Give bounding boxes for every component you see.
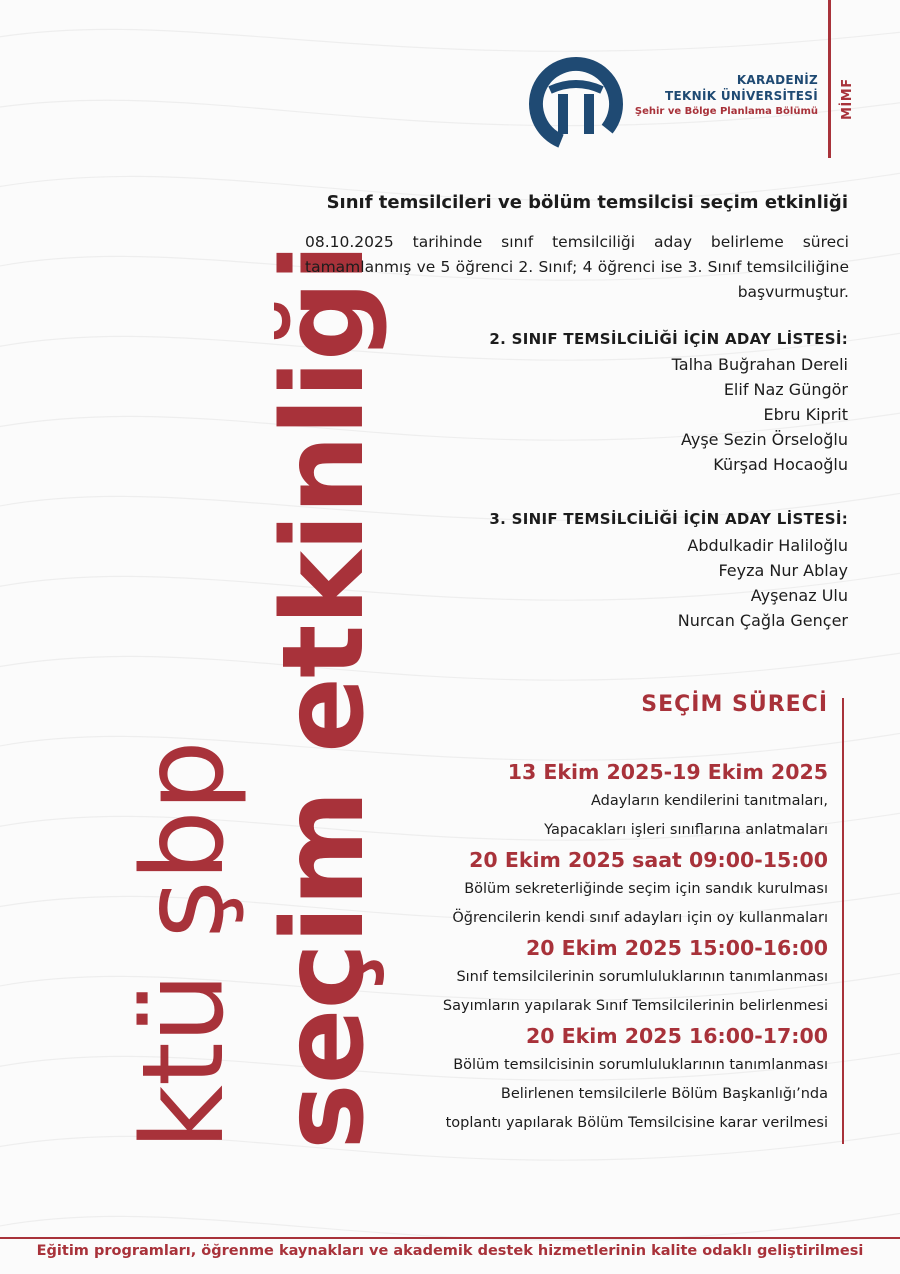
university-logo-icon [528,56,624,152]
event-intro: 08.10.2025 tarihinde sınıf temsilciliği aday belirleme süreci tamamlanmış ve 5 öğrenci 2. Sınıf; 4 öğrenci ise 3. Sınıf temsilciliğine başvurmuştur. [305,233,849,301]
process-timeline [308,757,828,1138]
list-item: Kürşad Hocaoğlu [713,455,848,474]
step-date: 20 Ekim 2025 saat 09:00-15:00 [469,848,828,872]
step-description: Bölüm temsilcisinin sorumluluklarının tanımlanması [453,1057,828,1073]
university-name-line1: KARADENİZ [736,73,818,87]
list-item: Talha Buğrahan Dereli [671,355,848,374]
faculty-tag: MİMF [840,78,855,120]
header-accent-rule [828,0,831,158]
step-description: Sayımların yapılarak Sınıf Temsilcilerinin belirlenmesi [442,998,828,1014]
university-name-line2: TEKNİK ÜNİVERSİTESİ [665,89,818,103]
step-description: Bölüm sekreterliğinde seçim için sandık kurulması [464,881,828,897]
step-date: 20 Ekim 2025 15:00-16:00 [525,936,828,960]
step-date: 13 Ekim 2025-19 Ekim 2025 [507,760,828,784]
step-description: Öğrencilerin kendi sınıf adayları için oy kullanmaları [452,910,828,926]
step-description: Adayların kendilerini tanıtmaları, [590,793,828,809]
list-item: Nurcan Çağla Gençer [677,611,848,630]
candidate-list-heading-2: 2. SINIF TEMSİLCİLİĞİ İÇİN ADAY LİSTESİ: [489,330,848,348]
step-description: Sınıf temsilcilerinin sorumluluklarının tanımlanması [456,969,828,985]
footer-text: Eğitim programları, öğrenme kaynakları ve akademik destek hizmetlerinin kalite odaklı geliştirilmesi [36,1243,864,1259]
vertical-title-secim: seçim etkinliği [259,244,389,1150]
process-title: SEÇİM SÜRECİ [641,692,828,717]
step-date: 20 Ekim 2025 16:00-17:00 [525,1024,828,1048]
candidate-list-2 [672,352,848,477]
list-item: Ayşenaz Ulu [750,586,848,605]
event-title: Sınıf temsilcileri ve bölüm temsilcisi seçim etkinliği [326,192,848,213]
candidate-list-heading-3: 3. SINIF TEMSİLCİLİĞİ İÇİN ADAY LİSTESİ: [489,510,848,528]
university-name-block [635,72,818,117]
step-description: toplantı yapılarak Bölüm Temsilcisine karar verilmesi [445,1115,828,1131]
candidate-list-3 [678,533,848,633]
step-description: Belirlenen temsilcilerle Bölüm Başkanlığı’nda [500,1086,828,1102]
list-item: Elif Naz Güngör [723,380,848,399]
department-name: Şehir ve Bölge Planlama Bölümü [634,106,818,117]
list-item: Ebru Kiprit [763,405,848,424]
list-item: Ayşe Sezin Örseloğlu [681,430,848,449]
footer-divider [0,1237,900,1239]
process-accent-line [842,698,844,1144]
list-item: Abdulkadir Haliloğlu [687,536,848,555]
vertical-title-ktu: ktü şbp [119,741,249,1150]
step-description: Yapacakları işleri sınıflarına anlatmaları [544,822,828,838]
list-item: Feyza Nur Ablay [718,561,848,580]
